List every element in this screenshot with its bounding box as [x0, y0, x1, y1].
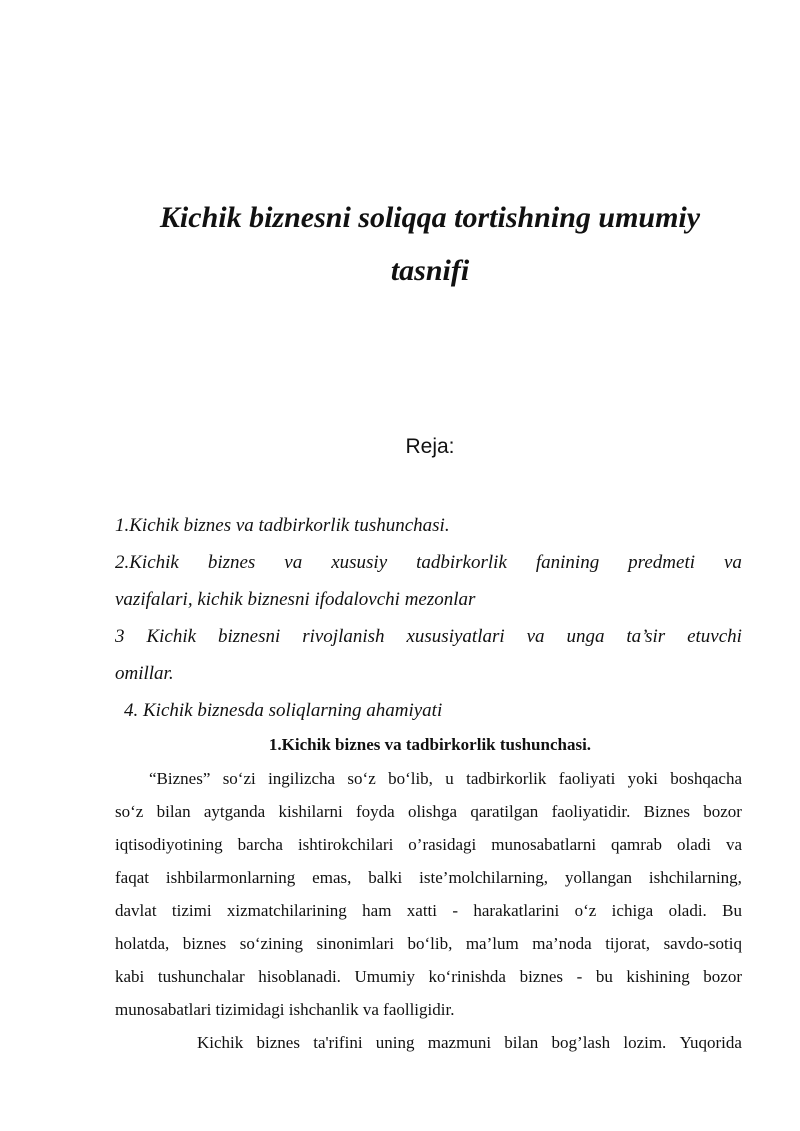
word: Bu — [722, 901, 742, 920]
word: tijorat, — [605, 934, 651, 953]
word: bu — [595, 967, 613, 986]
word: bo‘lib, — [388, 769, 433, 788]
document-title-line-1: Kichik biznesni soliqqa tortishning umumiy — [159, 201, 701, 234]
paragraph-1-line-7 — [115, 960, 742, 993]
word: va — [284, 552, 303, 573]
plan-item-3-line-2-text: omillar. — [115, 663, 174, 684]
word: so‘z — [347, 769, 376, 788]
word: hisoblanadi. — [258, 967, 341, 986]
word: faoliyatidir. — [551, 802, 631, 821]
plan-item-4 — [124, 692, 751, 729]
word: balki — [368, 868, 403, 887]
word: predmeti — [628, 552, 696, 573]
word: ichiga — [611, 901, 654, 920]
word: harakatlarini — [473, 901, 560, 920]
word: ishtirokchilari — [297, 835, 394, 854]
word: so‘zi — [222, 769, 256, 788]
paragraph-1-line-3 — [115, 828, 742, 861]
word: xususiy — [331, 552, 388, 573]
word: olishga — [407, 802, 458, 821]
paragraph-1-line-1 — [149, 762, 742, 795]
word: “Biznes” — [149, 769, 211, 788]
word: 2.Kichik — [115, 552, 179, 573]
word: ingilizcha — [268, 769, 336, 788]
word: tadbirkorlik — [466, 769, 547, 788]
word: Kichik — [197, 1033, 244, 1052]
word: boshqacha — [670, 769, 742, 788]
word: fanining — [535, 552, 600, 573]
word: ko‘rinishda — [428, 967, 506, 986]
word: so‘zining — [239, 934, 304, 953]
word: davlat — [115, 901, 157, 920]
word: ham — [362, 901, 392, 920]
word: sinonimlari — [316, 934, 394, 953]
word: xatti — [406, 901, 437, 920]
word: kishining — [626, 967, 690, 986]
paragraph-1-line-5 — [115, 894, 742, 927]
word: aytganda — [203, 802, 266, 821]
word: barcha — [237, 835, 283, 854]
plan-item-2-words — [115, 544, 742, 581]
word: ta'rifini — [313, 1033, 363, 1052]
paragraph-1-line-6 — [115, 927, 742, 960]
word: qaratilgan — [470, 802, 539, 821]
word: u — [445, 769, 454, 788]
paragraph-1-last-line: munosabatlari tizimidagi ishchanlik va faolligidir. — [115, 1000, 455, 1019]
word: bozor — [703, 802, 742, 821]
word: biznes — [519, 967, 563, 986]
word: emas, — [312, 868, 352, 887]
word: ta’sir — [626, 626, 666, 647]
word: so‘z — [115, 802, 144, 821]
word: holatda, — [115, 934, 170, 953]
paragraph-1-line-4 — [115, 861, 742, 894]
plan-item-4-text: 4. Kichik biznesda soliqlarning ahamiyati — [124, 700, 443, 721]
word: ishbilarmonlarning — [165, 868, 296, 887]
word: bozor — [703, 967, 742, 986]
word: o’rasidagi — [408, 835, 477, 854]
word: iste’molchilarning, — [419, 868, 549, 887]
word: Umumiy — [354, 967, 415, 986]
word: 3 — [115, 626, 125, 647]
plan-heading: Reja: — [405, 435, 455, 458]
word: kishilarni — [278, 802, 343, 821]
word: ma’noda — [532, 934, 592, 953]
word: iqtisodiyotining — [115, 835, 223, 854]
word: faqat — [115, 868, 149, 887]
word: - — [576, 967, 583, 986]
word: tadbirkorlik — [416, 552, 507, 573]
word: biznesni — [217, 626, 281, 647]
word: biznes — [182, 934, 227, 953]
word: - — [452, 901, 459, 920]
word: xususiyatlari — [406, 626, 505, 647]
word: va — [526, 626, 545, 647]
section-heading: 1.Kichik biznes va tadbirkorlik tushunchasi. — [268, 735, 592, 754]
word: biznes — [207, 552, 256, 573]
word: Kichik — [146, 626, 197, 647]
plan-item-2-line-1 — [115, 544, 742, 581]
word: biznes — [256, 1033, 300, 1052]
plan-item-3-line-2 — [115, 655, 742, 692]
plan-item-1-text: 1.Kichik biznes va tadbirkorlik tushunchasi. — [115, 515, 450, 536]
word: mazmuni — [427, 1033, 492, 1052]
word: xizmatchilarining — [226, 901, 347, 920]
word: savdo-sotiq — [663, 934, 742, 953]
word: foyda — [355, 802, 395, 821]
word: rivojlanish — [302, 626, 385, 647]
word: tushunchalar — [157, 967, 245, 986]
paragraph-1-line-2 — [115, 795, 742, 828]
document-title-line-2: tasnifi — [390, 254, 470, 287]
word: tizimi — [171, 901, 212, 920]
word: bog’lash — [551, 1033, 611, 1052]
word: etuvchi — [687, 626, 742, 647]
paragraph-2-line-1 — [197, 1026, 742, 1059]
word: va — [725, 835, 742, 854]
word: va — [723, 552, 742, 573]
word: lozim. — [623, 1033, 667, 1052]
word: bo‘lib, — [407, 934, 453, 953]
word: o‘z — [574, 901, 597, 920]
word: uning — [375, 1033, 415, 1052]
plan-item-3-line-1 — [115, 618, 742, 655]
plan-item-2-line-2 — [115, 581, 742, 618]
word: oladi. — [668, 901, 707, 920]
word: qamrab — [611, 835, 662, 854]
word: oladi — [676, 835, 711, 854]
word: yoki — [627, 769, 658, 788]
word: munosabatlarni — [491, 835, 597, 854]
word: faoliyati — [558, 769, 616, 788]
word: kabi — [115, 967, 145, 986]
word: ishchilarning, — [648, 868, 742, 887]
word: yollangan — [564, 868, 633, 887]
word: ma’lum — [465, 934, 519, 953]
plan-item-1 — [115, 507, 742, 544]
word: bilan — [156, 802, 191, 821]
word: bilan — [504, 1033, 539, 1052]
word: Yuqorida — [679, 1033, 742, 1052]
plan-item-3-words — [115, 618, 742, 655]
plan-item-2-line-2-text: vazifalari, kichik biznesni ifodalovchi mezonlar — [115, 589, 476, 610]
word: unga — [566, 626, 605, 647]
word: Biznes — [643, 802, 690, 821]
